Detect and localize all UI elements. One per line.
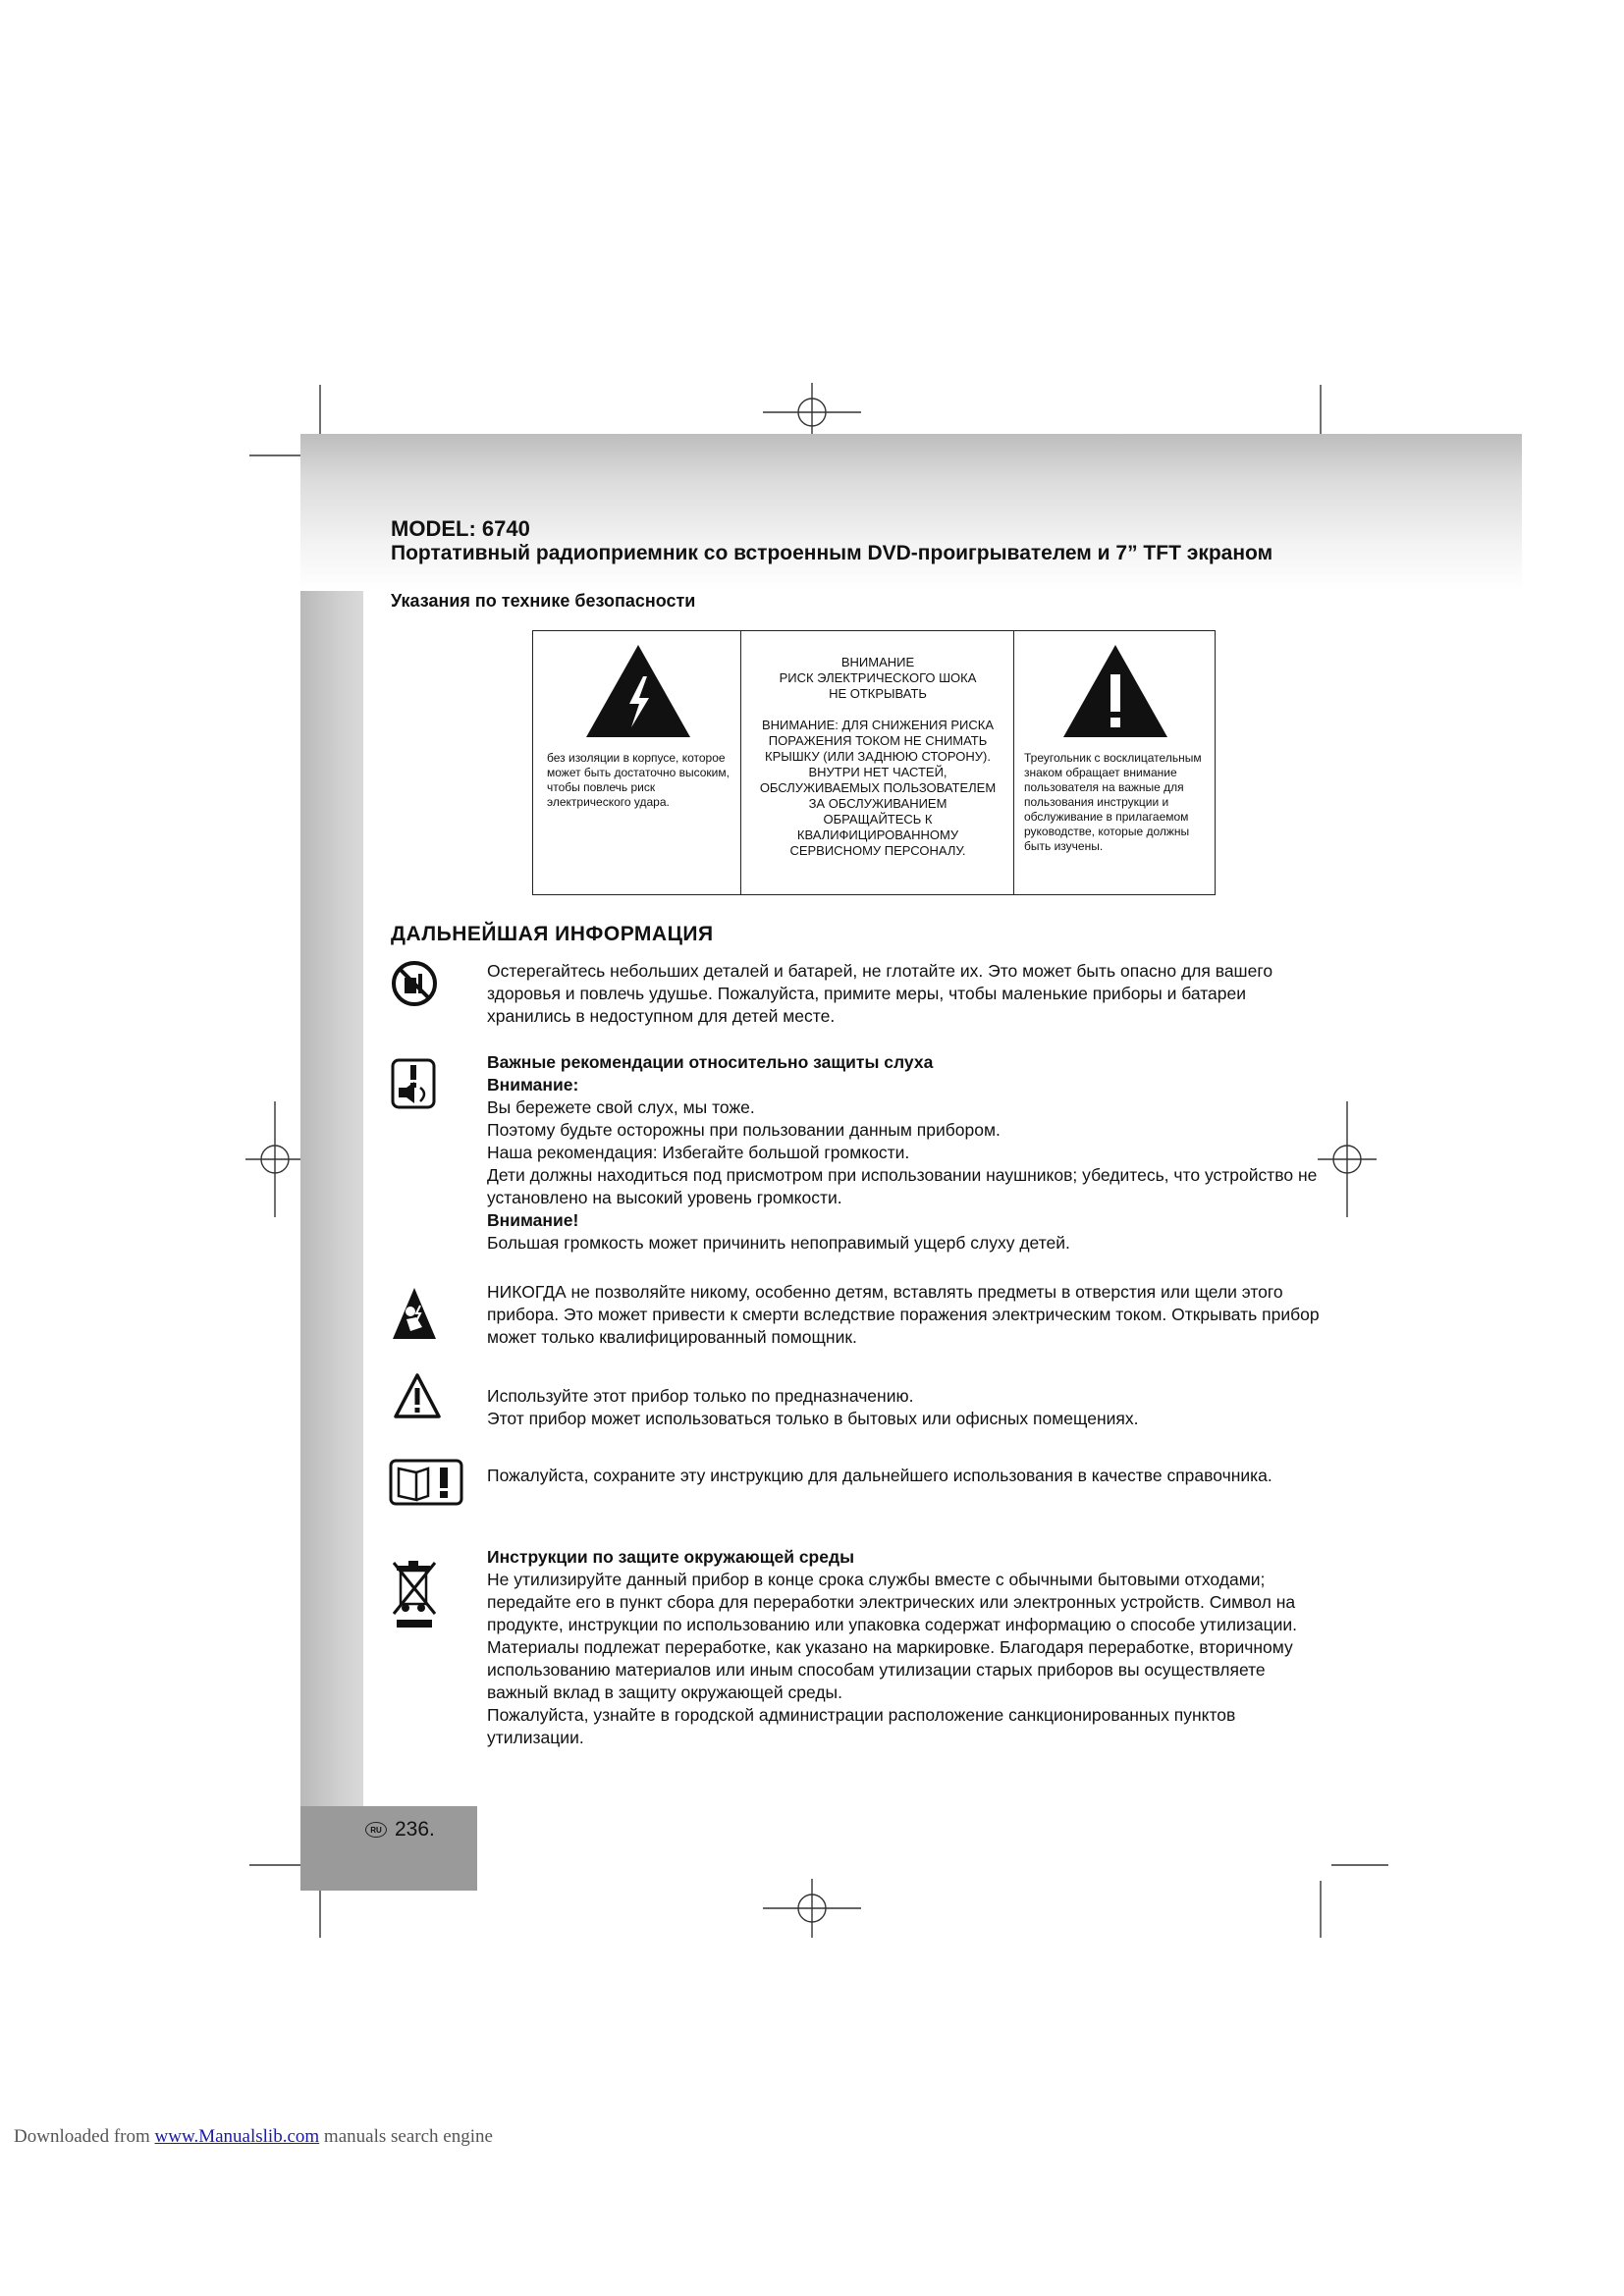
safety-heading: Указания по технике безопасности (391, 591, 696, 611)
hearing-line: Наша рекомендация: Избегайте большой громкости. (487, 1143, 910, 1162)
manualslib-link[interactable]: www.Manualslib.com (154, 2126, 320, 2147)
warning-left-text: без изоляции в корпусе, которое может быть достаточно высоким, чтобы повлечь риск электрического удара. (547, 751, 730, 809)
never-text: НИКОГДА не позволяйте никому, особенно детям, вставлять предметы в отверстия или щели этого прибора. Это может привести к смерти вследствие поражения электрическим током. Открывать прибор может только квалифицированный помощник. (487, 1282, 1320, 1347)
lightning-warning-icon (584, 643, 692, 739)
environment-paragraph: Материалы подлежат переработке, как указано на маркировке. Благодаря переработке, вторичному использованию материалов или иным способам утилизации старых приборов вы осуществляете важный вклад в защиту окружающей среды. (487, 1637, 1293, 1702)
center-line: ОБРАЩАЙТЕСЬ К (823, 812, 933, 827)
center-line: ВНИМАНИЕ (840, 655, 915, 669)
exclamation-warning-icon (1061, 643, 1169, 739)
center-line: КРЫШКУ (ИЛИ ЗАДНЮЮ СТОРОНУ). (765, 749, 991, 764)
never-section (487, 1281, 1331, 1349)
hearing-last: Большая громкость может причинить непоправимый ущерб слуху детей. (487, 1233, 1070, 1253)
model-label: MODEL: 6740 (391, 516, 530, 541)
keep-manual-section (487, 1465, 1331, 1487)
warning-cell-right (1014, 631, 1214, 894)
no-swallow-icon (391, 960, 438, 1007)
center-line: ОБСЛУЖИВАЕМЫХ ПОЛЬЗОВАТЕЛЕМ (759, 780, 997, 795)
warning-table (532, 630, 1216, 895)
hearing-line: Поэтому будьте осторожны при пользовании данным прибором. (487, 1120, 1001, 1140)
center-line: КВАЛИФИЦИРОВАННОМУ (796, 828, 959, 842)
center-line: ВНУТРИ НЕТ ЧАСТЕЙ, (808, 765, 947, 779)
hearing-title: Важные рекомендации относительно защиты слуха (487, 1052, 934, 1072)
language-badge: RU (365, 1822, 387, 1838)
usage-section (487, 1385, 1331, 1430)
environment-section (487, 1546, 1331, 1749)
side-strip (300, 591, 363, 1808)
center-line: ПОРАЖЕНИЯ ТОКОМ НЕ СНИМАТЬ (768, 733, 988, 748)
footer-prefix: Downloaded from (14, 2126, 155, 2147)
hearing-line: Вы бережете свой слух, мы тоже. (487, 1097, 755, 1117)
page-number (365, 1818, 435, 1842)
hearing-protection-icon (391, 1058, 436, 1109)
center-line: ВНИМАНИЕ: ДЛЯ СНИЖЕНИЯ РИСКА (761, 718, 995, 732)
warning-cell-center (741, 631, 1014, 894)
further-info-heading: ДАЛЬНЕЙШАЯ ИНФОРМАЦИЯ (391, 923, 714, 945)
warning-cell-left (533, 631, 741, 894)
environment-paragraph: Не утилизируйте данный прибор в конце срока службы вместе с обычными бытовыми отходами; передайте его в пункт сбора для переработки электрических или электронных устройств. Символ на продукте, инструкции по использованию или упаковка содержат информацию о способе утилизации. (487, 1570, 1298, 1634)
hearing-section (487, 1051, 1331, 1255)
usage-line-2: Этот прибор может использоваться только в бытовых или офисных помещениях. (487, 1409, 1139, 1428)
hearing-attention-1: Внимание: (487, 1075, 579, 1095)
page-title: Портативный радиоприемник со встроенным DVD-проигрывателем и 7” TFT экраном (391, 542, 1273, 564)
small-parts-text: Остерегайтесь небольших деталей и батарей, не глотайте их. Это может быть опасно для вашего здоровья и повлечь удушье. Пожалуйста, примите меры, чтобы маленькие приборы и батареи хранились в недоступном для детей месте. (487, 961, 1273, 1026)
center-line: РИСК ЭЛЕКТРИЧЕСКОГО ШОКА (779, 670, 977, 685)
warning-right-text: Треугольник с восклицательным знаком обращает внимание пользователя на важные для пользования инструкции и обслуживание в прилагаемом руководстве, которые должны быть изучены. (1024, 751, 1202, 853)
center-line: НЕ ОТКРЫВАТЬ (829, 686, 927, 701)
hearing-line: Дети должны находиться под присмотром при использовании наушников; убедитесь, что устройство не установлено на высокий уровень громкости. (487, 1165, 1318, 1207)
header-band (300, 434, 1522, 591)
caution-triangle-icon (393, 1372, 442, 1419)
environment-title: Инструкции по защите окружающей среды (487, 1547, 855, 1567)
shock-hazard-icon (391, 1284, 438, 1345)
center-line: ЗА ОБСЛУЖИВАНИЕМ (808, 796, 947, 811)
center-line: СЕРВИСНОМУ ПЕРСОНАЛУ. (789, 843, 966, 858)
environment-paragraph: Пожалуйста, узнайте в городской администрации расположение санкционированных пунктов утилизации. (487, 1705, 1236, 1747)
warning-center-text (741, 655, 1014, 859)
keep-manual-text: Пожалуйста, сохраните эту инструкцию для дальнейшего использования в качестве справочника. (487, 1466, 1272, 1485)
hearing-attention-2: Внимание! (487, 1210, 579, 1230)
usage-line-1: Используйте этот прибор только по предназначению. (487, 1386, 914, 1406)
page-number-text: 236. (395, 1818, 435, 1841)
download-footer (14, 2126, 493, 2148)
footer-suffix: manuals search engine (319, 2126, 493, 2147)
small-parts-section (487, 960, 1331, 1028)
weee-bin-icon (391, 1557, 438, 1635)
manual-book-icon (389, 1459, 463, 1506)
